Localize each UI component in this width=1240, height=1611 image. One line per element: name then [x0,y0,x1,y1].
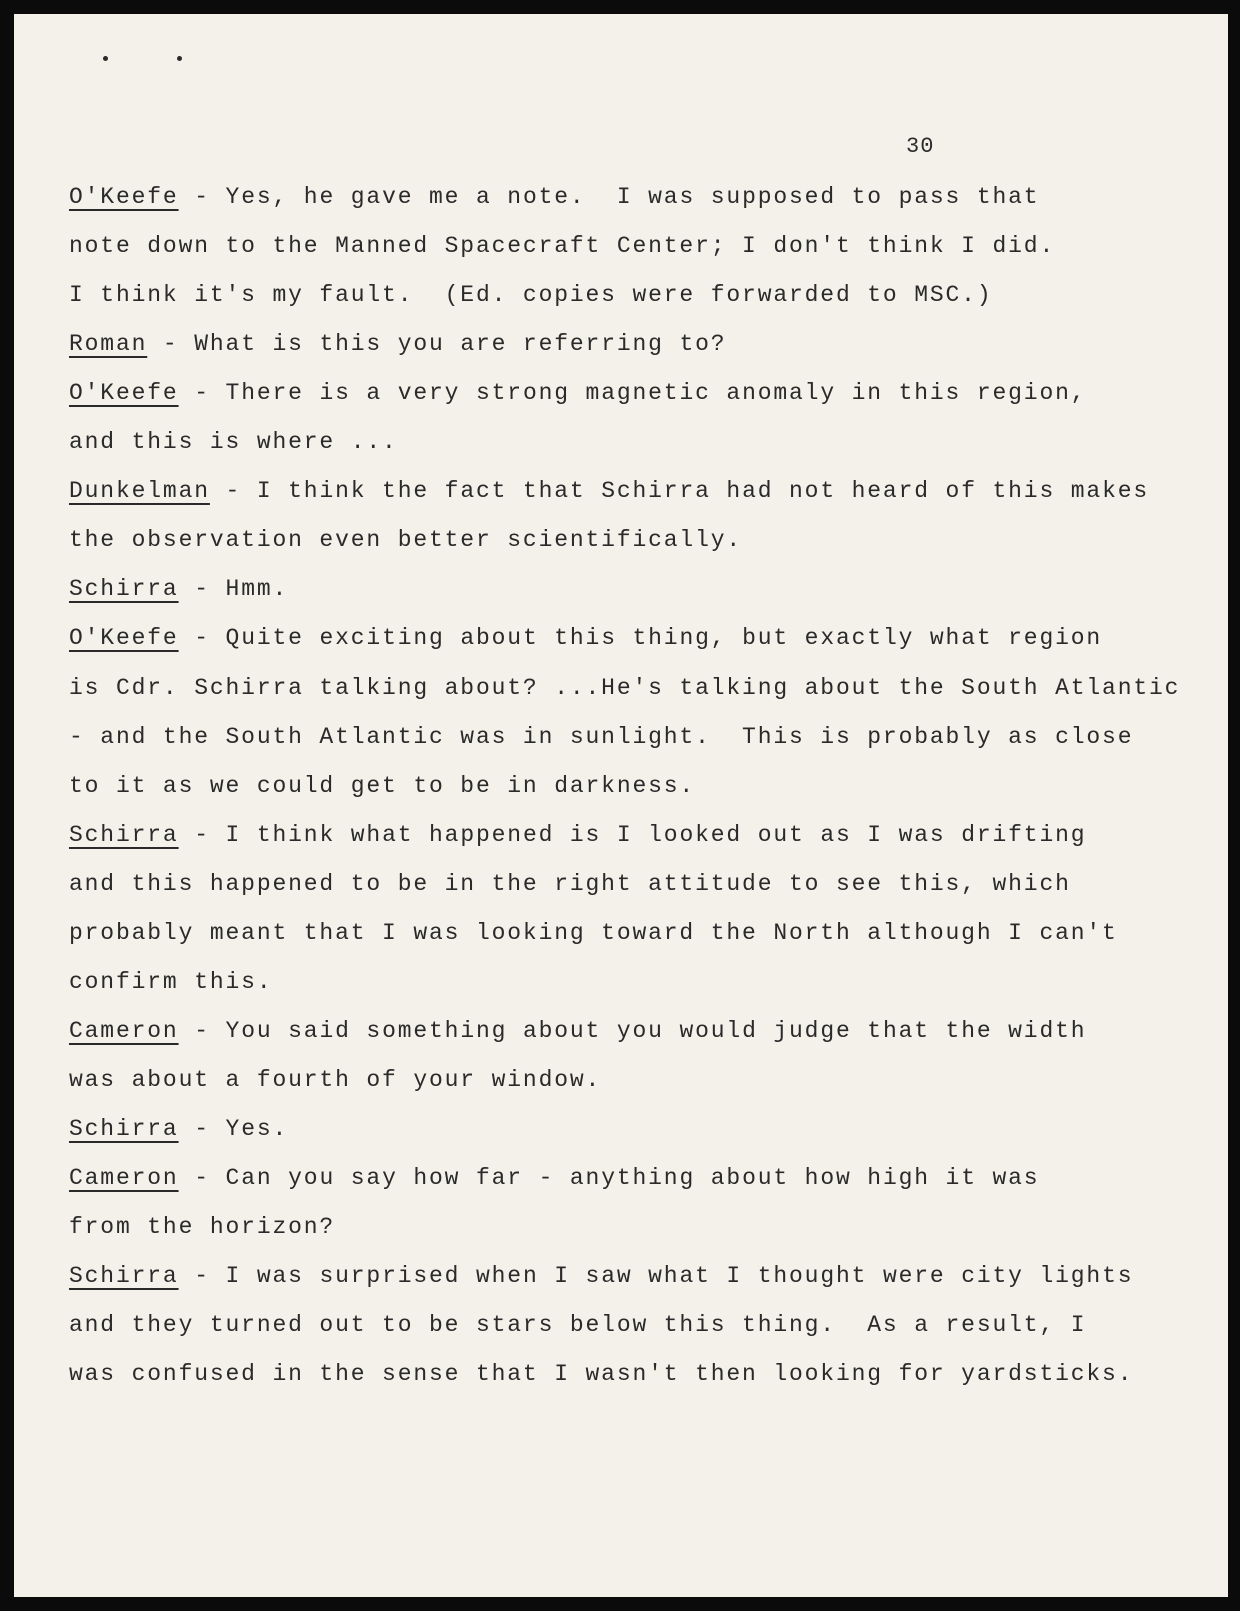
speaker-separator: - [178,1263,226,1289]
transcript-line [69,967,272,997]
line-text: was confused in the sense that I wasn't then looking for yardsticks. [69,1361,1134,1387]
line-text: probably meant that I was looking toward the North although I can't [69,920,1118,946]
speaker-name: Dunkelman [69,478,210,504]
speaker-name: Schirra [69,1263,179,1289]
transcript-line [69,771,695,801]
transcript-line [69,1016,1086,1046]
line-text: note down to the Manned Spacecraft Center; I don't think I did. [69,233,1056,259]
speaker-name: O'Keefe [69,625,179,651]
line-text: from the horizon? [69,1214,336,1240]
line-text: confirm this. [69,969,273,995]
speaker-separator: - [209,478,257,504]
speaker-name: O'Keefe [69,380,179,406]
speaker-name: Schirra [69,576,179,602]
punch-mark [103,56,108,61]
transcript-line [69,722,1133,752]
line-text: Yes, he gave me a note. I was supposed to pass that [225,184,1040,210]
line-text: to it as we could get to be in darkness. [69,773,696,799]
line-text: I think the fact that Schirra had not heard of this makes [256,478,1150,504]
speaker-separator: - [178,1165,226,1191]
transcript-line [69,231,1055,261]
speaker-separator: - [178,576,226,602]
punch-mark [177,56,182,61]
transcript-line [69,574,288,604]
line-text: and they turned out to be stars below this thing. As a result, I [69,1312,1087,1338]
speaker-separator: - [178,380,226,406]
transcript-line [69,820,1086,850]
line-text: the observation even better scientifically. [69,527,743,553]
line-text: is Cdr. Schirra talking about? ...He's talking about the South Atlantic [69,675,1181,701]
transcript-line [69,329,726,359]
transcript-line [69,378,1086,408]
speaker-separator: - [178,822,226,848]
speaker-name: Roman [69,331,148,357]
line-text: - and the South Atlantic was in sunlight. This is probably as close [69,724,1134,750]
transcript-line [69,427,398,457]
speaker-name: Cameron [69,1018,179,1044]
speaker-separator: - [178,1116,226,1142]
transcript-line [69,869,1071,899]
speaker-separator: - [178,625,226,651]
line-text: Can you say how far - anything about how high it was [225,1165,1040,1191]
line-text: and this is where ... [69,429,398,455]
line-text: and this happened to be in the right attitude to see this, which [69,871,1071,897]
transcript-line [69,1310,1086,1340]
speaker-name: Schirra [69,822,179,848]
transcript-line [69,1261,1133,1291]
line-text: Yes. [225,1116,289,1142]
line-text: You said something about you would judge that the width [225,1018,1087,1044]
line-text: I think it's my fault. (Ed. copies were forwarded to MSC.) [69,282,993,308]
transcript-line [69,182,1039,212]
line-text: There is a very strong magnetic anomaly in this region, [225,380,1087,406]
line-text: Quite exciting about this thing, but exactly what region [225,625,1103,651]
transcript-line [69,1212,335,1242]
line-text: I was surprised when I saw what I thought were city lights [225,1263,1134,1289]
line-text: I think what happened is I looked out as I was drifting [225,822,1087,848]
speaker-name: O'Keefe [69,184,179,210]
speaker-name: Schirra [69,1116,179,1142]
transcript-line [69,476,1149,506]
transcript-line [69,918,1118,948]
transcript-line [69,673,1180,703]
speaker-separator: - [178,1018,226,1044]
line-text: What is this you are referring to? [194,331,727,357]
transcript-line [69,1114,288,1144]
line-text: was about a fourth of your window. [69,1067,602,1093]
speaker-separator: - [147,331,195,357]
speaker-separator: - [178,184,226,210]
transcript-line [69,280,992,310]
page-number: 30 [906,134,935,159]
transcript-line [69,525,742,555]
transcript-line [69,1163,1039,1193]
transcript-line [69,1359,1133,1389]
transcript-line [69,1065,601,1095]
line-text: Hmm. [225,576,289,602]
transcript-line [69,623,1102,653]
speaker-name: Cameron [69,1165,179,1191]
